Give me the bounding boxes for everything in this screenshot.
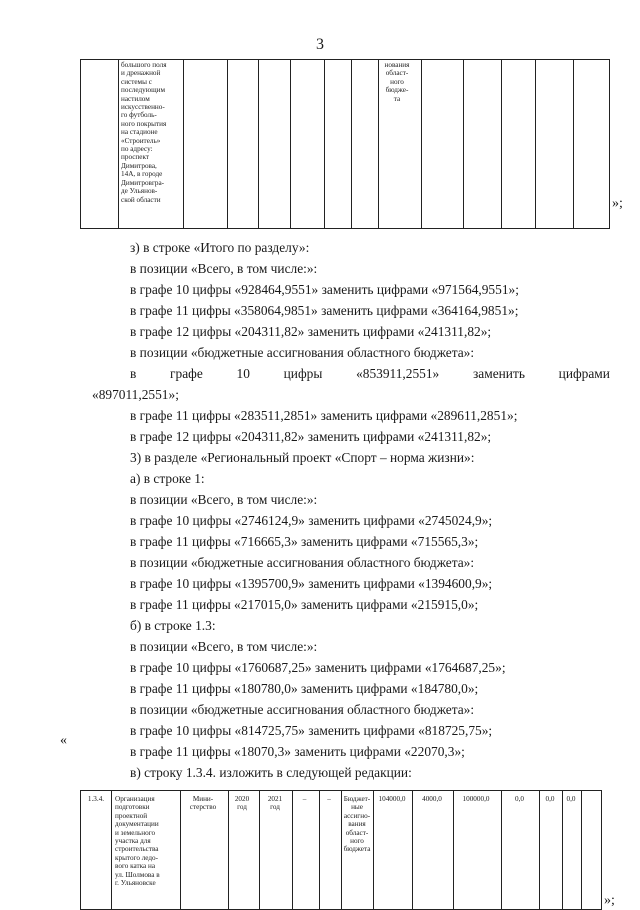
- cell-text-line: г. Ульяновске: [115, 879, 156, 888]
- row-end-year: [260, 795, 290, 812]
- text-line: в графе 11 цифры «217015,0» заменить цифрами «215915,0»;: [130, 597, 479, 612]
- cell-text-line: ской области: [121, 195, 161, 204]
- table-grid-line: [378, 60, 379, 228]
- text-line: в графе 10 цифры «2746124,9» заменить цифрами «2745024,9»;: [130, 513, 493, 528]
- cell-text-line: област-: [385, 69, 409, 78]
- row-number: 1.3.4.: [87, 795, 105, 803]
- text-line: 3) в разделе «Региональный проект «Спорт – норма жизни»:: [130, 450, 475, 465]
- cell-text-line: нования: [384, 61, 410, 69]
- text-line: в позиции «бюджетные ассигнования областного бюджета»:: [130, 555, 475, 570]
- text-word: графе: [170, 366, 203, 381]
- cell-text-line: год: [237, 803, 247, 812]
- table-grid-line: [227, 60, 228, 228]
- cell-text-line: ного: [390, 77, 404, 86]
- cell-text-line: и земельного: [115, 828, 156, 837]
- cell-text-line: год: [270, 803, 280, 812]
- cell-text-line: де Ульянов-: [121, 187, 158, 196]
- cell-text-line: Организация: [115, 795, 155, 803]
- table-grid-line: [535, 60, 536, 228]
- cell-text-line: та: [393, 94, 401, 103]
- justified-text-line: [130, 366, 610, 382]
- cell-text-line: системы с: [121, 77, 152, 86]
- table-grid-line: [501, 60, 502, 228]
- top-table-funding-source: [380, 61, 414, 103]
- table-grid-line: [453, 791, 454, 909]
- text-line: в) строку 1.3.4. изложить в следующей редакции:: [130, 765, 412, 780]
- text-word: цифры: [283, 366, 323, 381]
- cell-text-line: подготовки: [115, 803, 150, 812]
- page-number: 3: [316, 36, 324, 53]
- text-line: а) в строке 1:: [130, 471, 205, 486]
- bottom-table-open-mark: «: [60, 733, 67, 748]
- cell-text-line: настилом: [121, 94, 150, 103]
- cell-text-line: на стадионе: [121, 128, 158, 137]
- table-grid-line: [351, 60, 352, 228]
- cell-text-line: вого катка на: [115, 862, 156, 871]
- cell-text-line: документации: [115, 820, 159, 829]
- cell-text-line: Мини-: [192, 795, 214, 803]
- table-grid-line: [421, 60, 422, 228]
- row-funding-source: [342, 795, 372, 854]
- row-value: 0,0: [515, 795, 524, 803]
- cell-text-line: 2020: [234, 795, 250, 803]
- table-grid-line: [183, 60, 184, 228]
- text-line: в позиции «Всего, в том числе:»:: [130, 261, 318, 276]
- text-line: в позиции «Всего, в том числе:»:: [130, 639, 318, 654]
- row-value: 0,0: [566, 795, 576, 803]
- text-word: заменить: [472, 366, 525, 381]
- text-line: в графе 11 цифры «716665,3» заменить цифрами «715565,3»;: [130, 534, 479, 549]
- row-value: 0,0: [545, 795, 555, 803]
- cell-text-line: 2021: [267, 795, 283, 803]
- text-line: в графе 11 цифры «18070,3» заменить цифрами «22070,3»;: [130, 744, 465, 759]
- text-line: б) в строке 1.3:: [130, 618, 216, 633]
- cell-text-line: и дренажной: [121, 69, 161, 78]
- table-grid-line: [501, 791, 502, 909]
- cell-text-line: ул. Шолмова в: [115, 870, 160, 879]
- bottom-table-close-mark: »;: [604, 893, 615, 908]
- table-grid-line: [290, 60, 291, 228]
- cell-text-line: област-: [345, 828, 369, 837]
- text-line: в графе 11 цифры «283511,2851» заменить цифрами «289611,2851»;: [130, 408, 518, 423]
- cell-text-line: Бюджет-: [343, 795, 371, 803]
- text-line: в графе 10 цифры «1760687,25» заменить цифрами «1764687,25»;: [130, 660, 506, 675]
- cell-text-line: Димитрова,: [121, 161, 157, 170]
- row-value-2021: 100000,0: [462, 795, 490, 803]
- table-grid-line: [118, 60, 119, 228]
- table-grid-line: [319, 791, 320, 909]
- table-grid-line: [463, 60, 464, 228]
- table-grid-line: [539, 791, 540, 909]
- text-word: цифрами: [558, 366, 610, 381]
- top-table-description: [121, 61, 181, 204]
- cell-text-line: го футболь-: [121, 111, 157, 120]
- cell-text-line: крытого ледо-: [115, 853, 159, 862]
- cell-text-line: последующим: [121, 86, 166, 95]
- cell-text-line: стерство: [189, 803, 217, 812]
- cell-text-line: большого поля: [121, 61, 167, 69]
- row-start-year: [228, 795, 256, 812]
- top-table-closing-mark: »;: [612, 196, 623, 211]
- text-line: в графе 12 цифры «204311,82» заменить цифрами «241311,82»;: [130, 429, 492, 444]
- table-grid-line: [258, 60, 259, 228]
- text-line: з) в строке «Итого по разделу»:: [130, 240, 310, 255]
- cell-text-line: ные: [351, 803, 363, 812]
- text-line: в графе 10 цифры «814725,75» заменить цифрами «818725,75»;: [130, 723, 493, 738]
- table-grid-line: [324, 60, 325, 228]
- cell-text-line: бюджета: [343, 845, 371, 854]
- row-description: [115, 795, 177, 887]
- text-word: в: [130, 366, 137, 381]
- cell-text-line: ассигно-: [343, 811, 371, 820]
- table-grid-line: [373, 791, 374, 909]
- text-line: «897011,2551»;: [92, 387, 179, 402]
- table-grid-line: [412, 791, 413, 909]
- cell-text-line: ного покрытия: [121, 119, 167, 128]
- text-line: в графе 11 цифры «180780,0» заменить цифрами «184780,0»;: [130, 681, 479, 696]
- cell-text-line: проспект: [121, 153, 149, 162]
- cell-text-line: бюдже-: [385, 86, 409, 95]
- cell-text-line: искусственно-: [121, 103, 165, 112]
- table-grid-line: [292, 791, 293, 909]
- text-line: в графе 10 цифры «1395700,9» заменить цифрами «1394600,9»;: [130, 576, 493, 591]
- text-word: «853911,2551»: [356, 366, 440, 381]
- cell-text-line: вания: [348, 820, 366, 829]
- cell-text-line: Димитровгра-: [121, 178, 165, 187]
- table-grid-line: [562, 791, 563, 909]
- text-line: в графе 11 цифры «358064,9851» заменить цифрами «364164,9851»;: [130, 303, 519, 318]
- cell-text-line: ного: [350, 837, 364, 846]
- table-grid-line: [581, 791, 582, 909]
- table-grid-line: [111, 791, 112, 909]
- row-value-2020: 4000,0: [422, 795, 442, 803]
- cell-text-line: проектной: [115, 811, 148, 820]
- text-line: в графе 12 цифры «204311,82» заменить цифрами «241311,82»;: [130, 324, 492, 339]
- text-word: 10: [236, 366, 250, 381]
- cell-text-line: по адресу:: [121, 145, 153, 154]
- row-executor: [181, 795, 225, 812]
- text-line: в позиции «Всего, в том числе:»:: [130, 492, 318, 507]
- row-total: 104000,0: [378, 795, 406, 803]
- text-line: в позиции «бюджетные ассигнования областного бюджета»:: [130, 702, 475, 717]
- row-dash: –: [302, 795, 307, 803]
- cell-text-line: строительства: [115, 845, 159, 854]
- text-line: в графе 10 цифры «928464,9551» заменить цифрами «971564,9551»;: [130, 282, 519, 297]
- cell-text-line: 14А, в городе: [121, 170, 163, 179]
- table-grid-line: [573, 60, 574, 228]
- cell-text-line: «Строитель»: [121, 136, 161, 145]
- cell-text-line: участка для: [115, 837, 151, 846]
- text-line: в позиции «бюджетные ассигнования областного бюджета»:: [130, 345, 475, 360]
- row-dash: –: [327, 795, 331, 803]
